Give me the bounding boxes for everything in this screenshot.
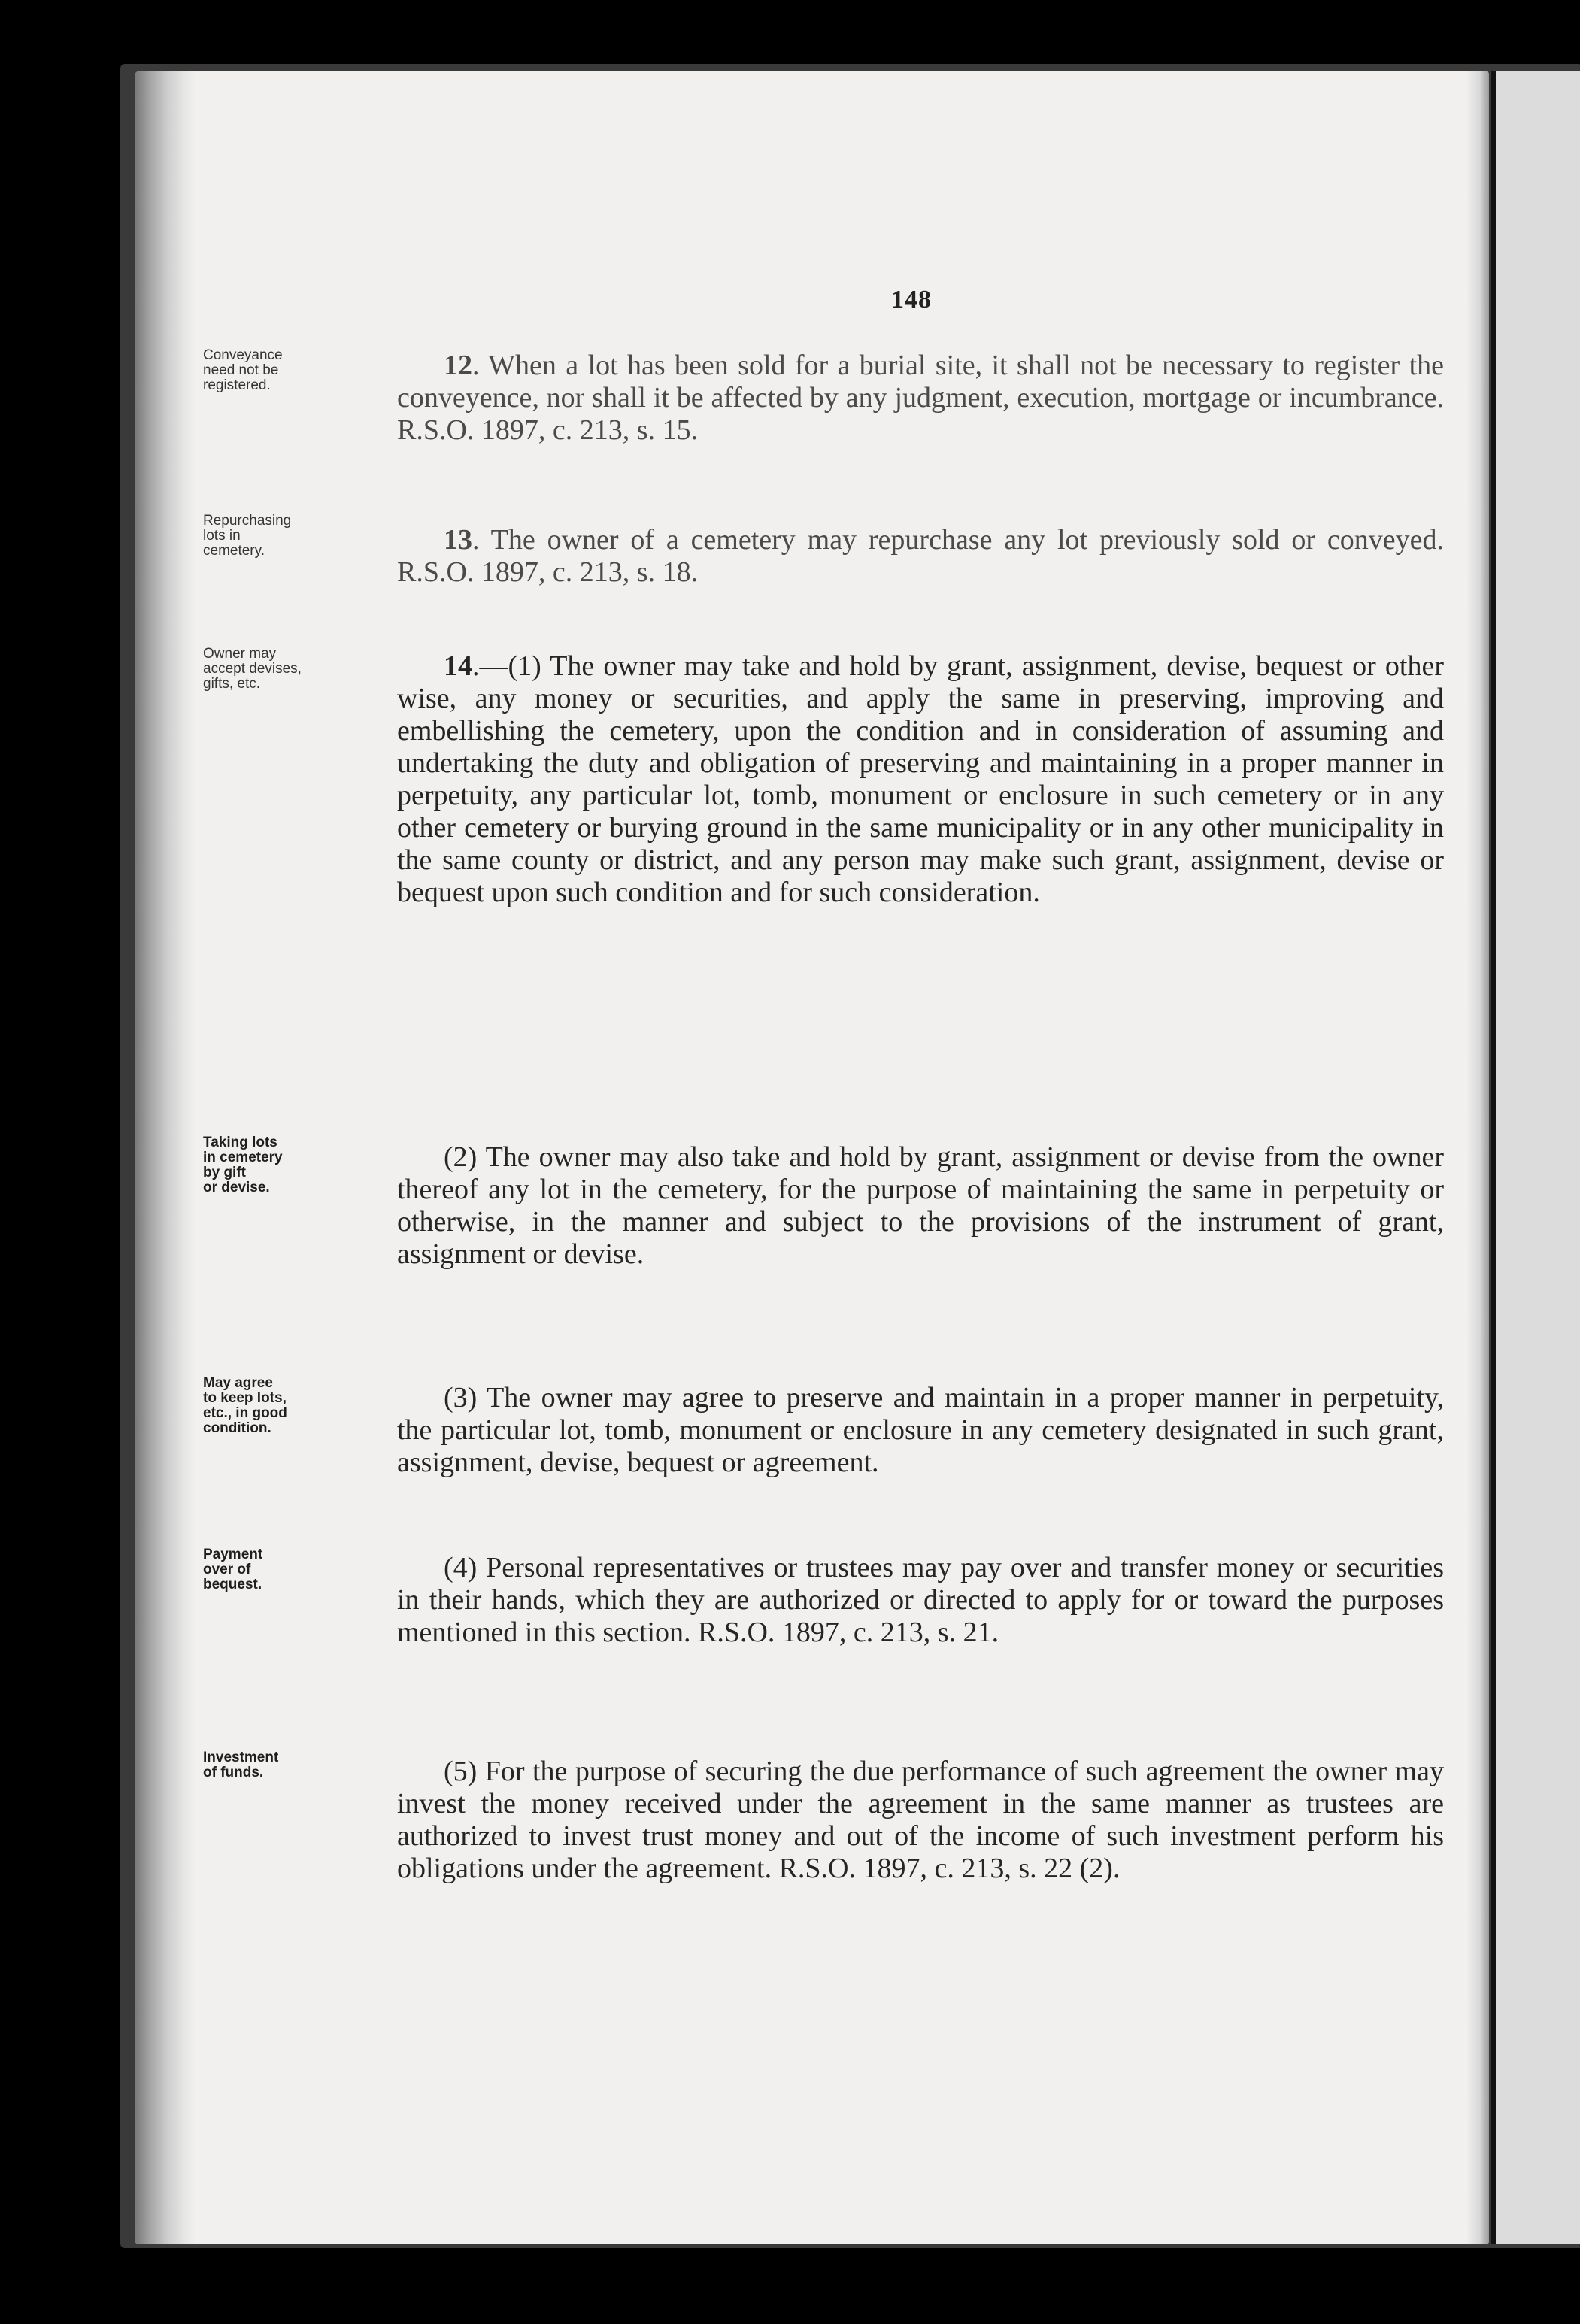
section-12-paragraph (397, 350, 1444, 447)
section-number: 13 (444, 524, 472, 556)
margin-note-taking-lots: Taking lots in cemetery by gift or devise. (203, 1135, 283, 1195)
section-number: 14 (444, 650, 472, 682)
section-text: .—(1) The owner may take and hold by grant, assignment, devise, bequest or other wise, any money or securities, and apply the same in preserving, improving and embellishing the cemetery, upon the condition and in consideration of assuming and undertaking the duty and obligation of preserving and maintaining in a proper manner in perpetuity, any particular lot, tomb, monument or enclosure in such cemetery or in any other cemetery or burying ground in the same municipality or in any other municipality in the same county or district, and any person may make such grant, assignment, devise or bequest upon such condition and for such consideration. (397, 650, 1444, 908)
section-text: . When a lot has been sold for a burial site, it shall not be necessary to register the conveyence, nor shall it be affected by any judgment, execution, mortgage or incumbrance. R.S.O. 1897, c. 213, s. 15. (397, 350, 1444, 446)
next-page-leaf (1493, 71, 1580, 2244)
margin-note-investment: Investment of funds. (203, 1750, 279, 1780)
margin-note-may-agree: May agree to keep lots, etc., in good condition. (203, 1375, 287, 1436)
margin-note-owner-may-accept: Owner may accept devises, gifts, etc. (203, 646, 302, 692)
margin-note-conveyance: Conveyance need not be registered. (203, 347, 283, 393)
section-number: 12 (444, 350, 472, 381)
section-14-1-paragraph (397, 650, 1444, 909)
section-14-5-paragraph: (5) For the purpose of securing the due performance of such agreement the owner may invest the money received under the agreement in the same manner as trustees are authorized to invest trust money and out of the income of such investment perform his obligations under the agreement. R.S.O. 1897, c. 213, s. 22 (2). (397, 1756, 1444, 1884)
page-binding-shadow (135, 71, 196, 2244)
section-14-3-paragraph: (3) The owner may agree to preserve and maintain in a proper manner in perpetuity, the particular lot, tomb, monument or enclosure in any cemetery designated in such grant, assignment, devise, bequest or agreement. (397, 1382, 1444, 1478)
section-text: . The owner of a cemetery may repurchase any lot previously sold or conveyed. R.S.O. 1897, c. 213, s. 18. (397, 524, 1444, 588)
margin-note-repurchasing: Repurchasing lots in cemetery. (203, 513, 292, 559)
section-14-4-paragraph: (4) Personal representatives or trustees may pay over and transfer money or securities in their hands, which they are authorized or directed to apply for or toward the purposes mentioned in this section. R.S.O. 1897, c. 213, s. 21. (397, 1552, 1444, 1648)
section-14-2-paragraph: (2) The owner may also take and hold by grant, assignment or devise from the owner thereof any lot in the cemetery, for the purpose of maintaining the same in perpetuity or otherwise, in the manner and subject to the provisions of the instrument of grant, assignment or devise. (397, 1141, 1444, 1270)
page-right-edge (1466, 71, 1489, 2244)
page-number: 148 (891, 286, 932, 314)
margin-note-payment-over: Payment over of bequest. (203, 1547, 263, 1592)
next-page-edge (1491, 71, 1496, 2244)
section-13-paragraph (397, 524, 1444, 589)
